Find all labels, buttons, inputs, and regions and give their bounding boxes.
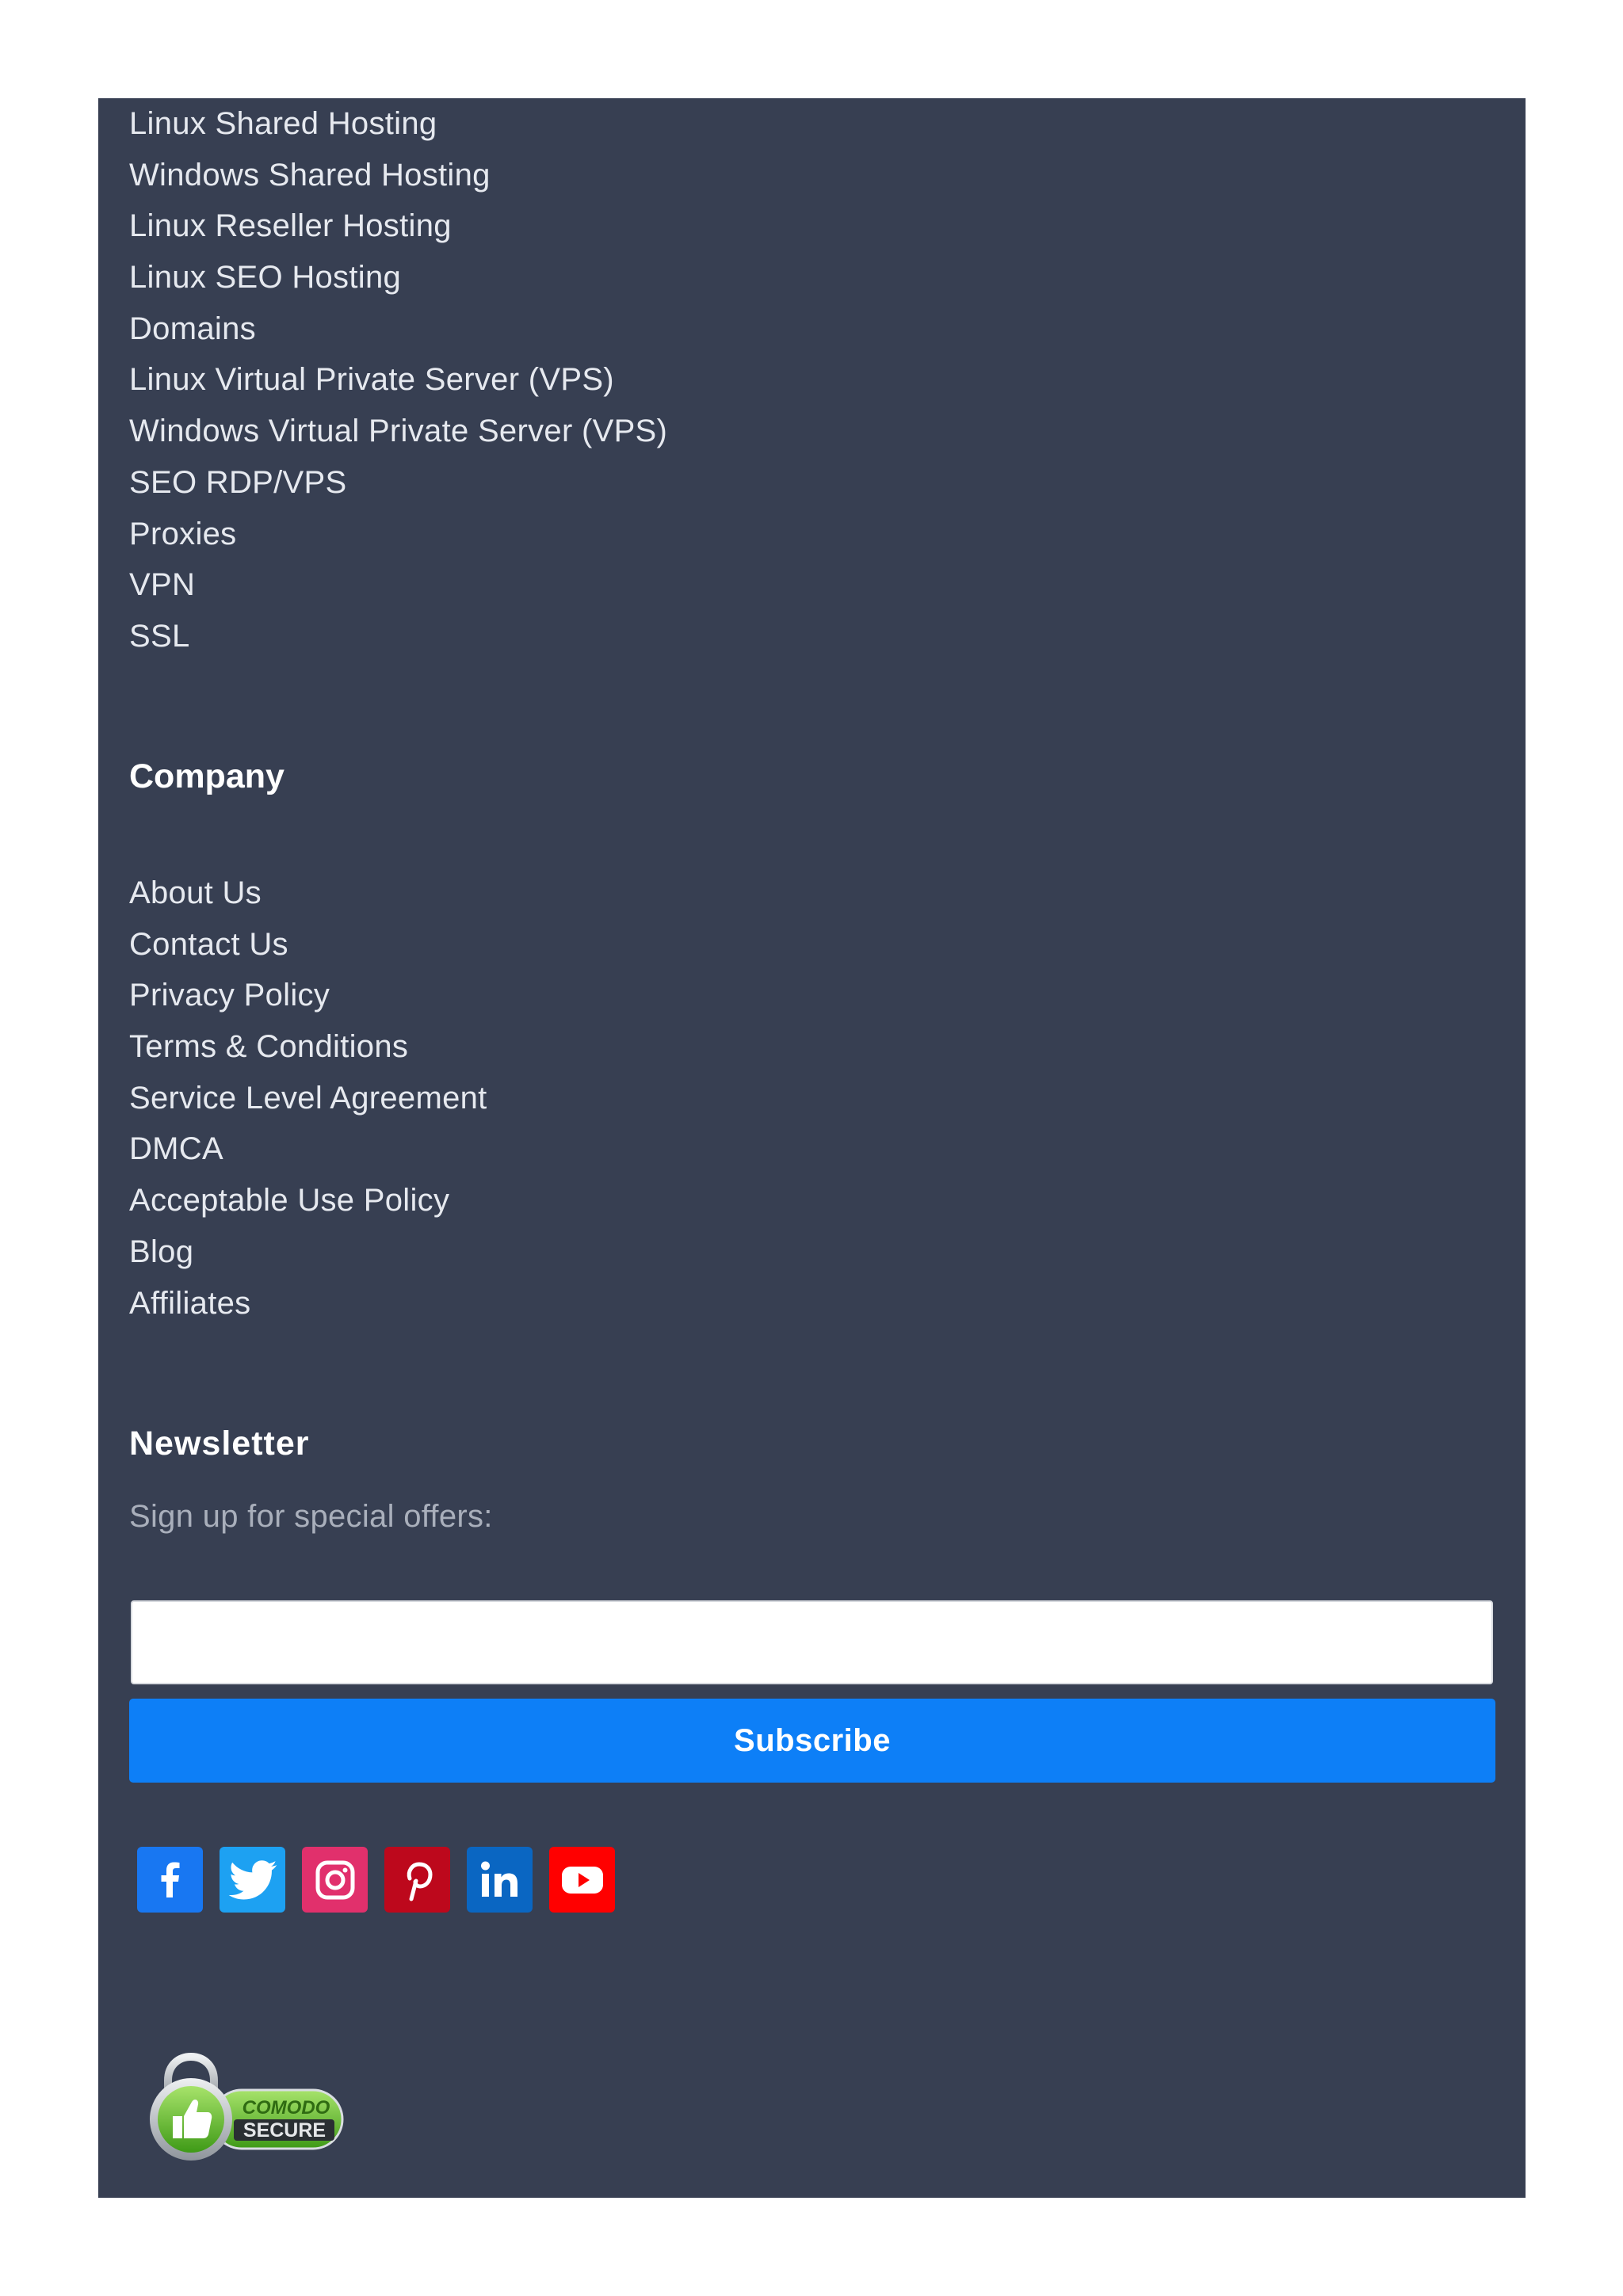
footer-link-item <box>129 559 667 611</box>
footer-link-item <box>129 406 667 457</box>
badge-line2: SECURE <box>242 2119 327 2142</box>
footer-link-item <box>129 970 487 1021</box>
twitter-icon <box>227 1854 279 1906</box>
comodo-secure-badge <box>143 2050 349 2173</box>
footer-link-item <box>129 200 667 252</box>
youtube-link[interactable] <box>549 1847 615 1913</box>
footer-link-item <box>129 303 667 355</box>
link-linux-shared-hosting[interactable]: Linux Shared Hosting <box>129 106 437 141</box>
services-links <box>129 98 667 662</box>
footer-link-item <box>129 1123 487 1175</box>
pinterest-icon <box>392 1855 443 1905</box>
footer-link-item <box>129 1226 487 1278</box>
link-domains[interactable]: Domains <box>129 311 256 346</box>
newsletter-email-input[interactable] <box>131 1600 1493 1684</box>
link-windows-shared-hosting[interactable]: Windows Shared Hosting <box>129 157 491 193</box>
linkedin-icon <box>475 1855 525 1905</box>
link-linux-reseller-hosting[interactable]: Linux Reseller Hosting <box>129 208 452 244</box>
link-affiliates[interactable]: Affiliates <box>129 1285 251 1321</box>
link-terms-conditions[interactable]: Terms & Conditions <box>129 1029 409 1065</box>
instagram-icon <box>310 1855 361 1905</box>
link-windows-vps[interactable]: Windows Virtual Private Server (VPS) <box>129 414 668 449</box>
footer-link-item <box>129 1278 487 1329</box>
footer-link-item <box>129 98 667 150</box>
link-seo-rdp-vps[interactable]: SEO RDP/VPS <box>129 464 347 500</box>
link-privacy-policy[interactable]: Privacy Policy <box>129 978 330 1013</box>
link-dmca[interactable]: DMCA <box>129 1131 223 1167</box>
footer-link-item <box>129 1175 487 1226</box>
footer-link-item <box>129 1021 487 1073</box>
footer-link-item <box>129 354 667 406</box>
link-vpn[interactable]: VPN <box>129 567 196 603</box>
subscribe-button[interactable]: Subscribe <box>129 1699 1495 1783</box>
link-contact-us[interactable]: Contact Us <box>129 926 288 962</box>
youtube-icon <box>557 1855 608 1905</box>
footer-link-item <box>129 457 667 509</box>
footer-link-item <box>129 1073 487 1124</box>
footer-link-item <box>129 868 487 919</box>
link-acceptable-use-policy[interactable]: Acceptable Use Policy <box>129 1183 450 1219</box>
link-about-us[interactable]: About Us <box>129 875 262 910</box>
footer-link-item <box>129 919 487 971</box>
company-heading: Company <box>129 757 285 795</box>
link-proxies[interactable]: Proxies <box>129 516 237 551</box>
twitter-link[interactable] <box>220 1847 285 1913</box>
link-linux-vps[interactable]: Linux Virtual Private Server (VPS) <box>129 362 614 398</box>
badge-line1: COMODO <box>242 2097 330 2119</box>
site-footer <box>98 98 1526 2198</box>
newsletter-subtitle: Sign up for special offers: <box>129 1499 493 1534</box>
link-ssl[interactable]: SSL <box>129 618 190 654</box>
company-links <box>129 868 487 1329</box>
footer-link-item <box>129 150 667 201</box>
link-blog[interactable]: Blog <box>129 1234 194 1269</box>
social-links <box>137 1847 615 1913</box>
facebook-icon <box>147 1856 194 1904</box>
newsletter-heading: Newsletter <box>129 1425 310 1463</box>
facebook-link[interactable] <box>137 1847 203 1913</box>
linkedin-link[interactable] <box>467 1847 533 1913</box>
instagram-link[interactable] <box>302 1847 368 1913</box>
link-service-level-agreement[interactable]: Service Level Agreement <box>129 1080 487 1116</box>
footer-link-item <box>129 611 667 662</box>
footer-link-item <box>129 252 667 303</box>
comodo-secure-badge-icon <box>143 2050 349 2169</box>
pinterest-link[interactable] <box>384 1847 450 1913</box>
footer-link-item <box>129 509 667 560</box>
link-linux-seo-hosting[interactable]: Linux SEO Hosting <box>129 260 402 296</box>
